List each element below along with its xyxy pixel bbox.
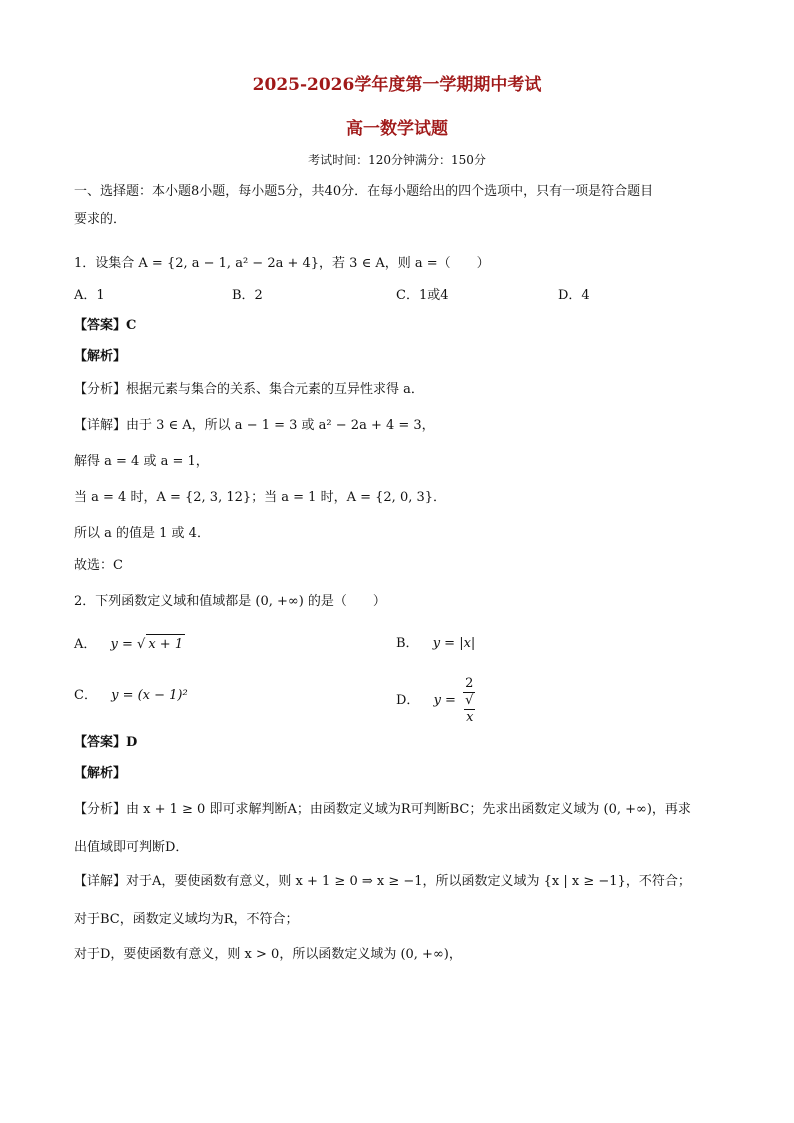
q2-option-d-radicand: x: [466, 710, 474, 725]
q2-option-d-fraction: [463, 676, 475, 726]
exam-title: 2025-2026学年度第一学期期中考试: [252, 75, 542, 95]
q2-fenxi-2: 出值域即可判断D．: [74, 840, 189, 855]
q1-detail-3: 当 a = 4 时，A = {2, 3, 12}；当 a = 1 时，A = {2, 0, 3}．: [74, 490, 447, 505]
q2-option-b: [396, 634, 475, 654]
q2-analysis-label: 【解析】: [74, 766, 127, 781]
q2-detail-2: 对于BC，函数定义域均为R，不符合；: [74, 912, 299, 927]
q2-option-c: [74, 686, 188, 706]
q2-fenxi-1: 【分析】由 x + 1 ≥ 0 即可求解判断A；由函数定义域为R可判断BC；先求出函数定义域为 (0, +∞)，再求: [74, 802, 691, 817]
q1-option-d: D．4: [558, 288, 590, 303]
q1-stem: 1．设集合 A = {2, a − 1, a² − 2a + 4}，若 3 ∈ A，则 a =（ ）: [74, 256, 490, 271]
q2-option-d-numerator: 2: [463, 676, 475, 693]
q2-option-d-denominator: √ x: [465, 693, 474, 725]
q2-option-a: A． y = √ x + 1: [74, 634, 185, 655]
q2-option-a-expr-pre: y =: [110, 637, 138, 652]
q2-option-b-label: B．: [396, 636, 419, 651]
section-intro-line2: 要求的．: [74, 212, 127, 227]
q1-choice: 故选：C: [74, 558, 123, 573]
q2-option-a-label: A．: [74, 637, 97, 652]
section-intro-line1: 一、选择题：本小题8小题，每小题5分，共40分．在每小题给出的四个选项中，只有一项是符合题目: [74, 184, 654, 199]
q1-option-b: B．2: [232, 288, 263, 303]
q1-detail-1: 【详解】由于 3 ∈ A，所以 a − 1 = 3 或 a² − 2a + 4 = 3，: [74, 418, 435, 433]
q2-option-c-label: C．: [74, 688, 97, 703]
q1-analysis-label: 【解析】: [74, 349, 127, 364]
q2-option-c-expr: y = (x − 1)²: [111, 688, 188, 703]
q1-detail-2: 解得 a = 4 或 a = 1，: [74, 454, 209, 469]
q1-answer: 【答案】C: [74, 318, 137, 333]
q1-detail-4: 所以 a 的值是 1 或 4．: [74, 526, 210, 541]
q2-option-a-radicand: x + 1: [146, 634, 185, 655]
q1-option-c: C．1或4: [396, 288, 449, 303]
q2-detail-3: 对于D，要使函数有意义，则 x > 0，所以函数定义域为 (0, +∞)，: [74, 947, 462, 962]
q2-option-b-expr: y = |x|: [432, 636, 476, 651]
q2-detail-1: 【详解】对于A，要使函数有意义，则 x + 1 ≥ 0 ⇒ x ≥ −1，所以函数定义域为 {x | x ≥ −1}，不符合；: [74, 874, 691, 889]
q2-answer: 【答案】D: [74, 735, 138, 750]
q2-option-d: [396, 676, 475, 726]
q2-option-d-label: D．: [396, 693, 420, 708]
exam-meta: 考试时间：120分钟满分：150分: [308, 153, 486, 167]
q2-option-d-pre: y =: [433, 693, 461, 708]
q2-stem: 2．下列函数定义域和值域都是 (0, +∞) 的是（ ）: [74, 594, 386, 609]
q1-fenxi: 【分析】根据元素与集合的关系、集合元素的互异性求得 a．: [74, 382, 424, 397]
q1-option-a: A．1: [74, 288, 105, 303]
exam-subtitle: 高一数学试题: [346, 119, 448, 139]
